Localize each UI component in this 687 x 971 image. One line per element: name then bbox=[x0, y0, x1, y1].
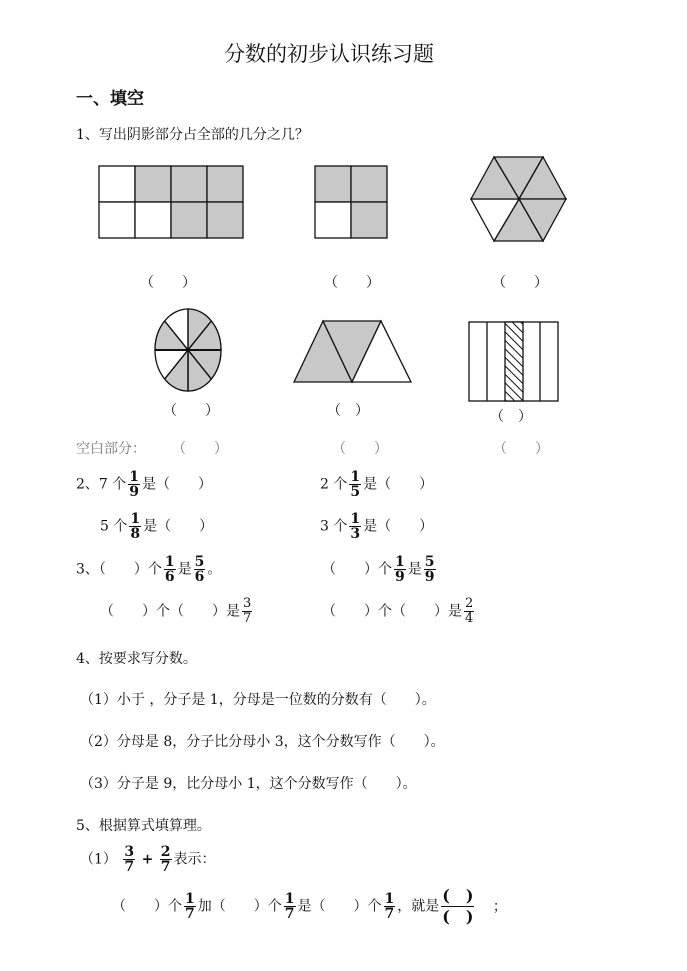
q2-item-a: 2、7 个 $\frac{1}{9}$ 是（ ） bbox=[76, 469, 213, 500]
fraction-1-6: $\frac{1}{6}$ bbox=[164, 554, 175, 585]
question-1-prompt: 1、写出阴影部分占全部的几分之几？ bbox=[76, 127, 309, 143]
fraction-2-4: $\frac{2}{4}$ bbox=[465, 596, 474, 626]
blank-part-label: 空白部分： bbox=[76, 441, 146, 457]
fraction-1-9: $\frac{1}{9}$ bbox=[129, 469, 140, 500]
q3-item-b: （ ）个 $\frac{1}{9}$ 是 $\frac{5}{9}$ bbox=[322, 554, 435, 585]
figure-rect-grid-2x4 bbox=[99, 166, 245, 240]
question-4-prompt: 4、按要求写分数。 bbox=[76, 651, 197, 667]
fraction-3-7: $\frac{3}{7}$ bbox=[243, 596, 252, 626]
answer-blank-fig4[interactable]: （ ） bbox=[163, 403, 219, 419]
q2-item-b: 2 个 $\frac{1}{5}$ 是（ ） bbox=[320, 469, 434, 500]
q5-item-1: （1） $\frac{3}{7}$ + $\frac{2}{7}$ 表示： bbox=[80, 844, 216, 875]
fraction-1-7-c: $\frac{1}{7}$ bbox=[384, 891, 395, 922]
fraction-1-9-b: $\frac{1}{9}$ bbox=[395, 554, 405, 585]
fraction-5-6: $\frac{5}{6}$ bbox=[194, 554, 205, 585]
q4-line-3[interactable]: （3）分子是 9，比分母小 1，这个分数写作（ ）。 bbox=[80, 776, 417, 792]
figure-trapezoid-triangles bbox=[293, 320, 413, 384]
q2a-count: 2、7 个 bbox=[76, 476, 127, 493]
q5-item-1-explanation: （ ）个 $\frac{1}{7}$ 加（ ）个 $\frac{1}{7}$ 是（ ）个 $\frac{1}{7}$ ，就是 $\frac{( )}{( )}$ ； bbox=[112, 886, 507, 926]
blank-part-answer-3[interactable]: （ ） bbox=[493, 441, 549, 457]
q2d-blank[interactable]: （ ） bbox=[377, 518, 434, 535]
q2-item-d: 3 个 $\frac{1}{3}$ 是（ ） bbox=[320, 511, 434, 542]
answer-blank-fig2[interactable]: （ ） bbox=[324, 275, 380, 291]
answer-blank-fig1[interactable]: （ ） bbox=[140, 275, 196, 291]
q2b-blank[interactable]: （ ） bbox=[377, 476, 434, 493]
q3-item-c: （ ）个（ ）是 $\frac{3}{7}$ bbox=[100, 596, 252, 626]
q4-line-2[interactable]: （2）分母是 8，分子比分母小 3，这个分数写作（ ）。 bbox=[80, 734, 445, 750]
fraction-1-5: $\frac{1}{5}$ bbox=[350, 469, 361, 500]
answer-blank-fig3[interactable]: （ ） bbox=[492, 275, 548, 291]
answer-fraction-blank[interactable]: $\frac{( )}{( )}$ bbox=[442, 886, 474, 926]
page-title: 分数的初步认识练习题 bbox=[224, 42, 434, 66]
figure-circle-eighths bbox=[154, 308, 224, 394]
fraction-1-7-a: $\frac{1}{7}$ bbox=[185, 891, 195, 922]
question-5-prompt: 5、根据算式填算理。 bbox=[76, 818, 211, 834]
fraction-5-9: $\frac{5}{9}$ bbox=[424, 554, 435, 585]
q2c-blank[interactable]: （ ） bbox=[157, 518, 214, 535]
blank-part-answer-1[interactable]: （ ） bbox=[172, 441, 228, 457]
fraction-2-7: $\frac{2}{7}$ bbox=[160, 844, 171, 875]
q2a-blank[interactable]: （ ） bbox=[156, 476, 213, 493]
fraction-1-7-b: $\frac{1}{7}$ bbox=[284, 891, 295, 922]
answer-blank-fig5[interactable]: （ ） bbox=[327, 403, 369, 419]
section-heading-fill-blank: 一、填空 bbox=[76, 89, 144, 109]
answer-blank-fig6[interactable]: （ ） bbox=[490, 409, 532, 425]
q2-item-c: 5 个 $\frac{1}{8}$ 是（ ） bbox=[100, 511, 214, 542]
figure-rect-stripes bbox=[468, 321, 560, 403]
figure-hexagon bbox=[470, 156, 568, 242]
q4-line-1[interactable]: （1）小于 ，分子是 1，分母是一位数的分数有（ ）。 bbox=[80, 692, 436, 708]
fraction-1-3: $\frac{1}{3}$ bbox=[350, 511, 361, 542]
q3-item-a: 3、（ ）个 $\frac{1}{6}$ 是 $\frac{5}{6}$ 。 bbox=[76, 554, 222, 585]
fraction-1-8: $\frac{1}{8}$ bbox=[130, 511, 141, 542]
blank-part-answer-2[interactable]: （ ） bbox=[332, 441, 388, 457]
q3-item-d: （ ）个（ ）是 $\frac{2}{4}$ bbox=[322, 596, 474, 626]
figure-rect-grid-2x2 bbox=[315, 166, 389, 240]
fraction-3-7-q5: $\frac{3}{7}$ bbox=[124, 844, 135, 875]
